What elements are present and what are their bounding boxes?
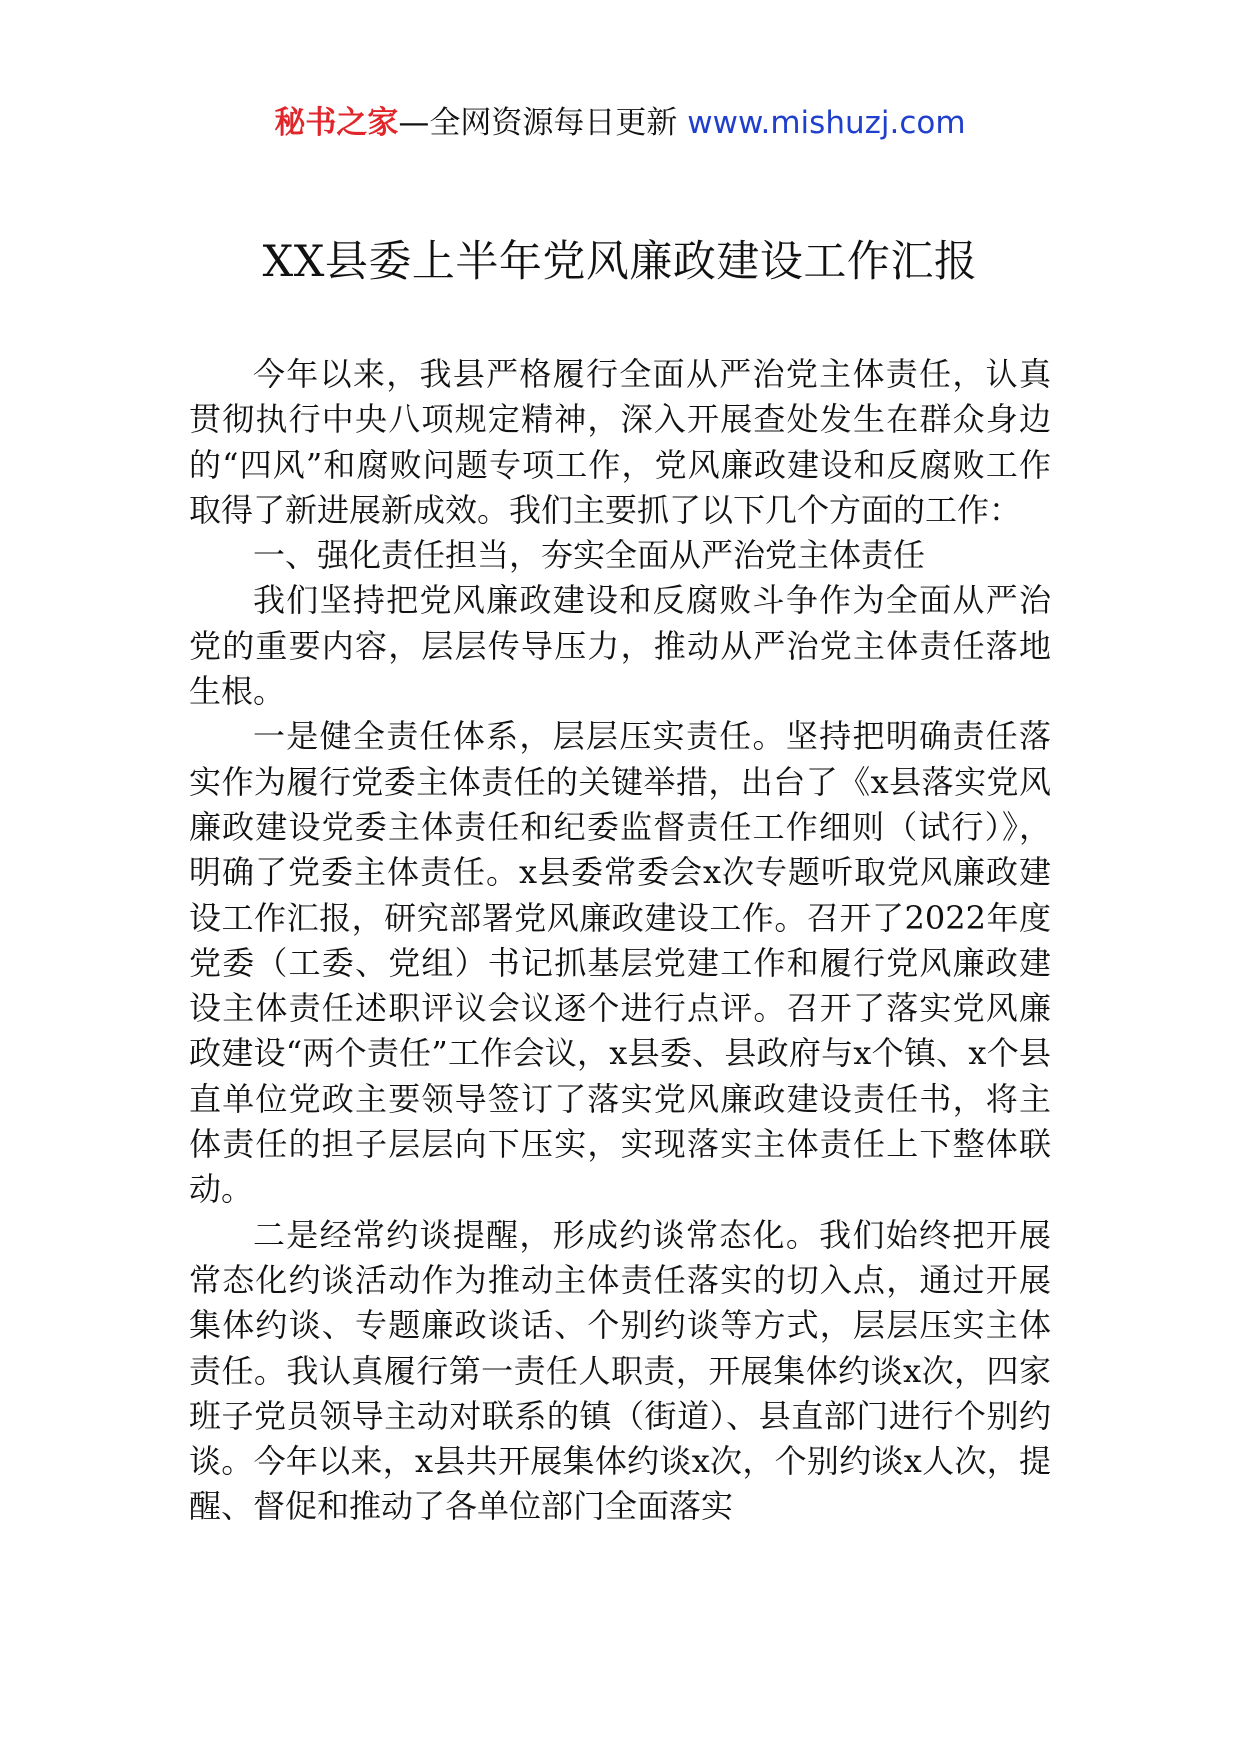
site-header [0, 100, 1240, 146]
paragraph-regular-talks: 二是经常约谈提醒，形成约谈常态化。我们始终把开展常态化约谈活动作为推动主体责任落实的切入点，通过开展集体约谈、专题廉政谈话、个别约谈等方式，层层压实主体责任。我认真履行第一责任人职责，开展集体约谈x次，四家班子党员领导主动对联系的镇（街道）、县直部门进行个别约谈。今年以来，x县共开展集体约谈x次，个别约谈x人次，提醒、督促和推动了各单位部门全面落实 [189, 1215, 1051, 1526]
site-slogan: —全网资源每日更新 [398, 105, 688, 141]
site-url-link[interactable]: www.mishuzj.com [687, 105, 966, 141]
paragraph-section-intro: 我们坚持把党风廉政建设和反腐败斗争作为全面从严治党的重要内容，层层传导压力，推动从严治党主体责任落地生根。 [189, 581, 1051, 711]
site-brand: 秘书之家 [274, 105, 399, 141]
paragraph-responsibility-system: 一是健全责任体系，层层压实责任。坚持把明确责任落实作为履行党委主体责任的关键举措，出台了《x县落实党风廉政建设党委主体责任和纪委监督责任工作细则（试行）》，明确了党委主体责任。x县委常委会x次专题听取党风廉政建设工作汇报，研究部署党风廉政建设工作。召开了2022年度党委（工委、党组）书记抓基层党建工作和履行党风廉政建设主体责任述职评议会议逐个进行点评。召开了落实党风廉政建设“两个责任”工作会议，x县委、县政府与x个镇、x个县直单位党政主要领导签订了落实党风廉政建设责任书，将主体责任的担子层层向下压实，实现落实主体责任上下整体联动。 [189, 717, 1051, 1209]
paragraph-intro: 今年以来，我县严格履行全面从严治党主体责任，认真贯彻执行中央八项规定精神，深入开展查处发生在群众身边的“四风”和腐败问题专项工作，党风廉政建设和反腐败工作取得了新进展新成效。我们主要抓了以下几个方面的工作： [189, 355, 1051, 529]
document-body [189, 352, 1051, 1530]
document-title: XX县委上半年党风廉政建设工作汇报 [262, 237, 978, 287]
section-heading: 一、强化责任担当，夯实全面从严治党主体责任 [253, 536, 926, 575]
